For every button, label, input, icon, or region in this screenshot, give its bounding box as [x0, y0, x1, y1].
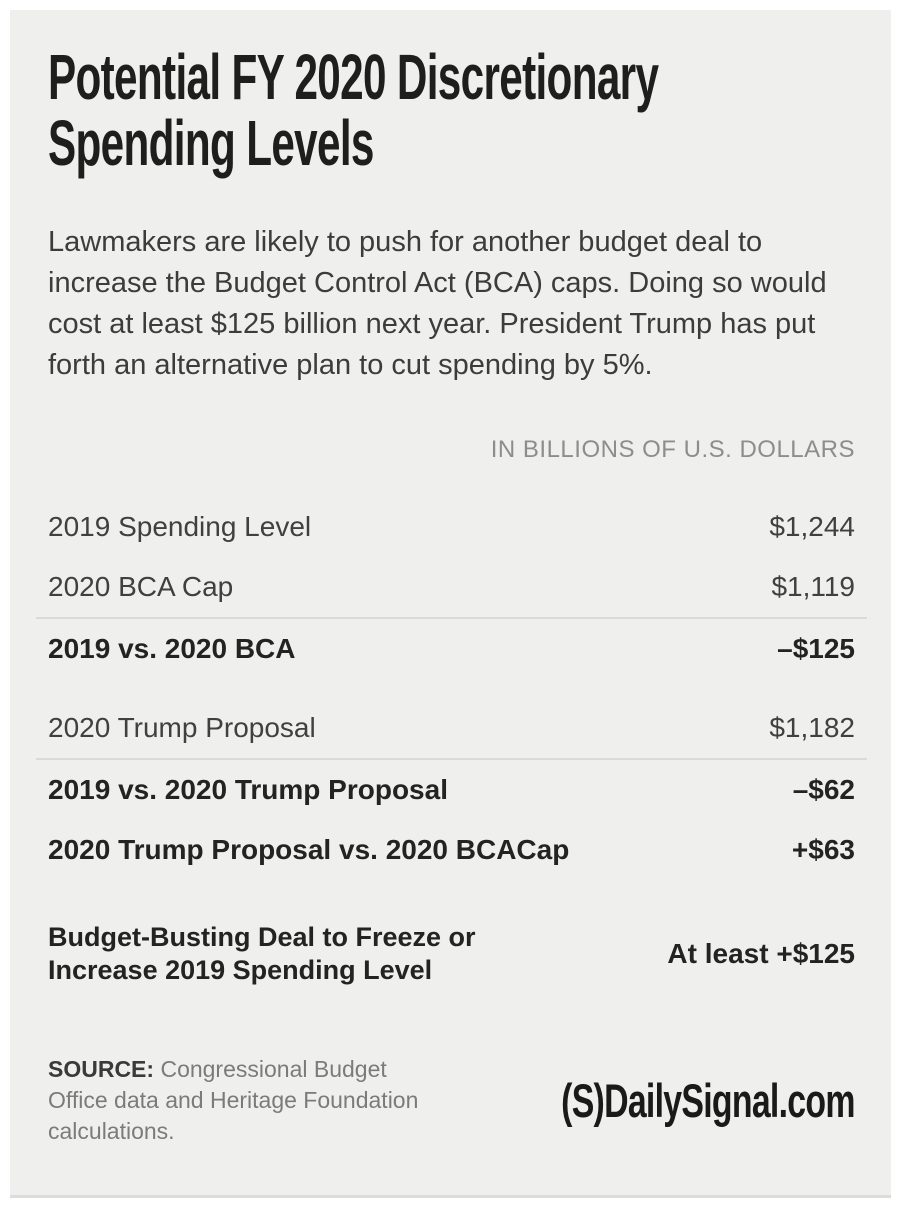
row-divider [36, 617, 867, 619]
footer [48, 1031, 855, 1170]
units-label: IN BILLIONS OF U.S. DOLLARS [490, 436, 855, 463]
summary-row [48, 921, 855, 987]
intro-paragraph: Lawmakers are likely to push for another budget deal to increase the Budget Control Act (BCA) caps. Doing so would cost at least $125 billion next year. President Trump has put forth an alternative plan to cut spending by 5%. [48, 226, 827, 381]
row-divider [36, 758, 867, 760]
row-label: 2019 Spending Level [48, 511, 312, 542]
row-value: +$63 [791, 834, 855, 865]
source-text: Congressional Budget Office data and Heritage Foundation calculations. [48, 1056, 419, 1144]
page-title [48, 41, 855, 179]
table-row [48, 572, 855, 602]
daily-signal-logo: (S)DailySignal.com [561, 1074, 855, 1127]
row-label: 2020 Trump Proposal vs. 2020 BCACap [48, 834, 570, 865]
row-value: –$125 [777, 633, 855, 664]
summary-label [48, 921, 476, 987]
row-value: $1,244 [769, 511, 855, 542]
spending-table [48, 512, 855, 865]
table-row [48, 512, 855, 542]
infographic-card [10, 10, 891, 1195]
row-label: 2020 Trump Proposal [48, 712, 316, 743]
section-gap [48, 664, 855, 713]
summary-value: At least +$125 [667, 938, 855, 969]
row-label: 2019 vs. 2020 BCA [48, 633, 296, 664]
page-title-line-1: Potential FY 2020 Discretionary [48, 41, 659, 113]
table-row [48, 713, 855, 743]
row-label: 2020 BCA Cap [48, 571, 234, 602]
source-label: SOURCE: [48, 1056, 155, 1082]
summary-label-line-1: Budget-Busting Deal to Freeze or [48, 922, 476, 952]
source-note [48, 1054, 447, 1147]
table-row-total [48, 775, 855, 805]
table-row-total [48, 634, 855, 664]
table-row-total [48, 835, 855, 865]
row-value: –$62 [792, 774, 855, 805]
row-value: $1,119 [771, 571, 855, 602]
summary-label-line-2: Increase 2019 Spending Level [48, 955, 433, 985]
page-title-line-2: Spending Levels [48, 107, 374, 179]
row-label: 2019 vs. 2020 Trump Proposal [48, 774, 448, 805]
row-value: $1,182 [769, 712, 855, 743]
